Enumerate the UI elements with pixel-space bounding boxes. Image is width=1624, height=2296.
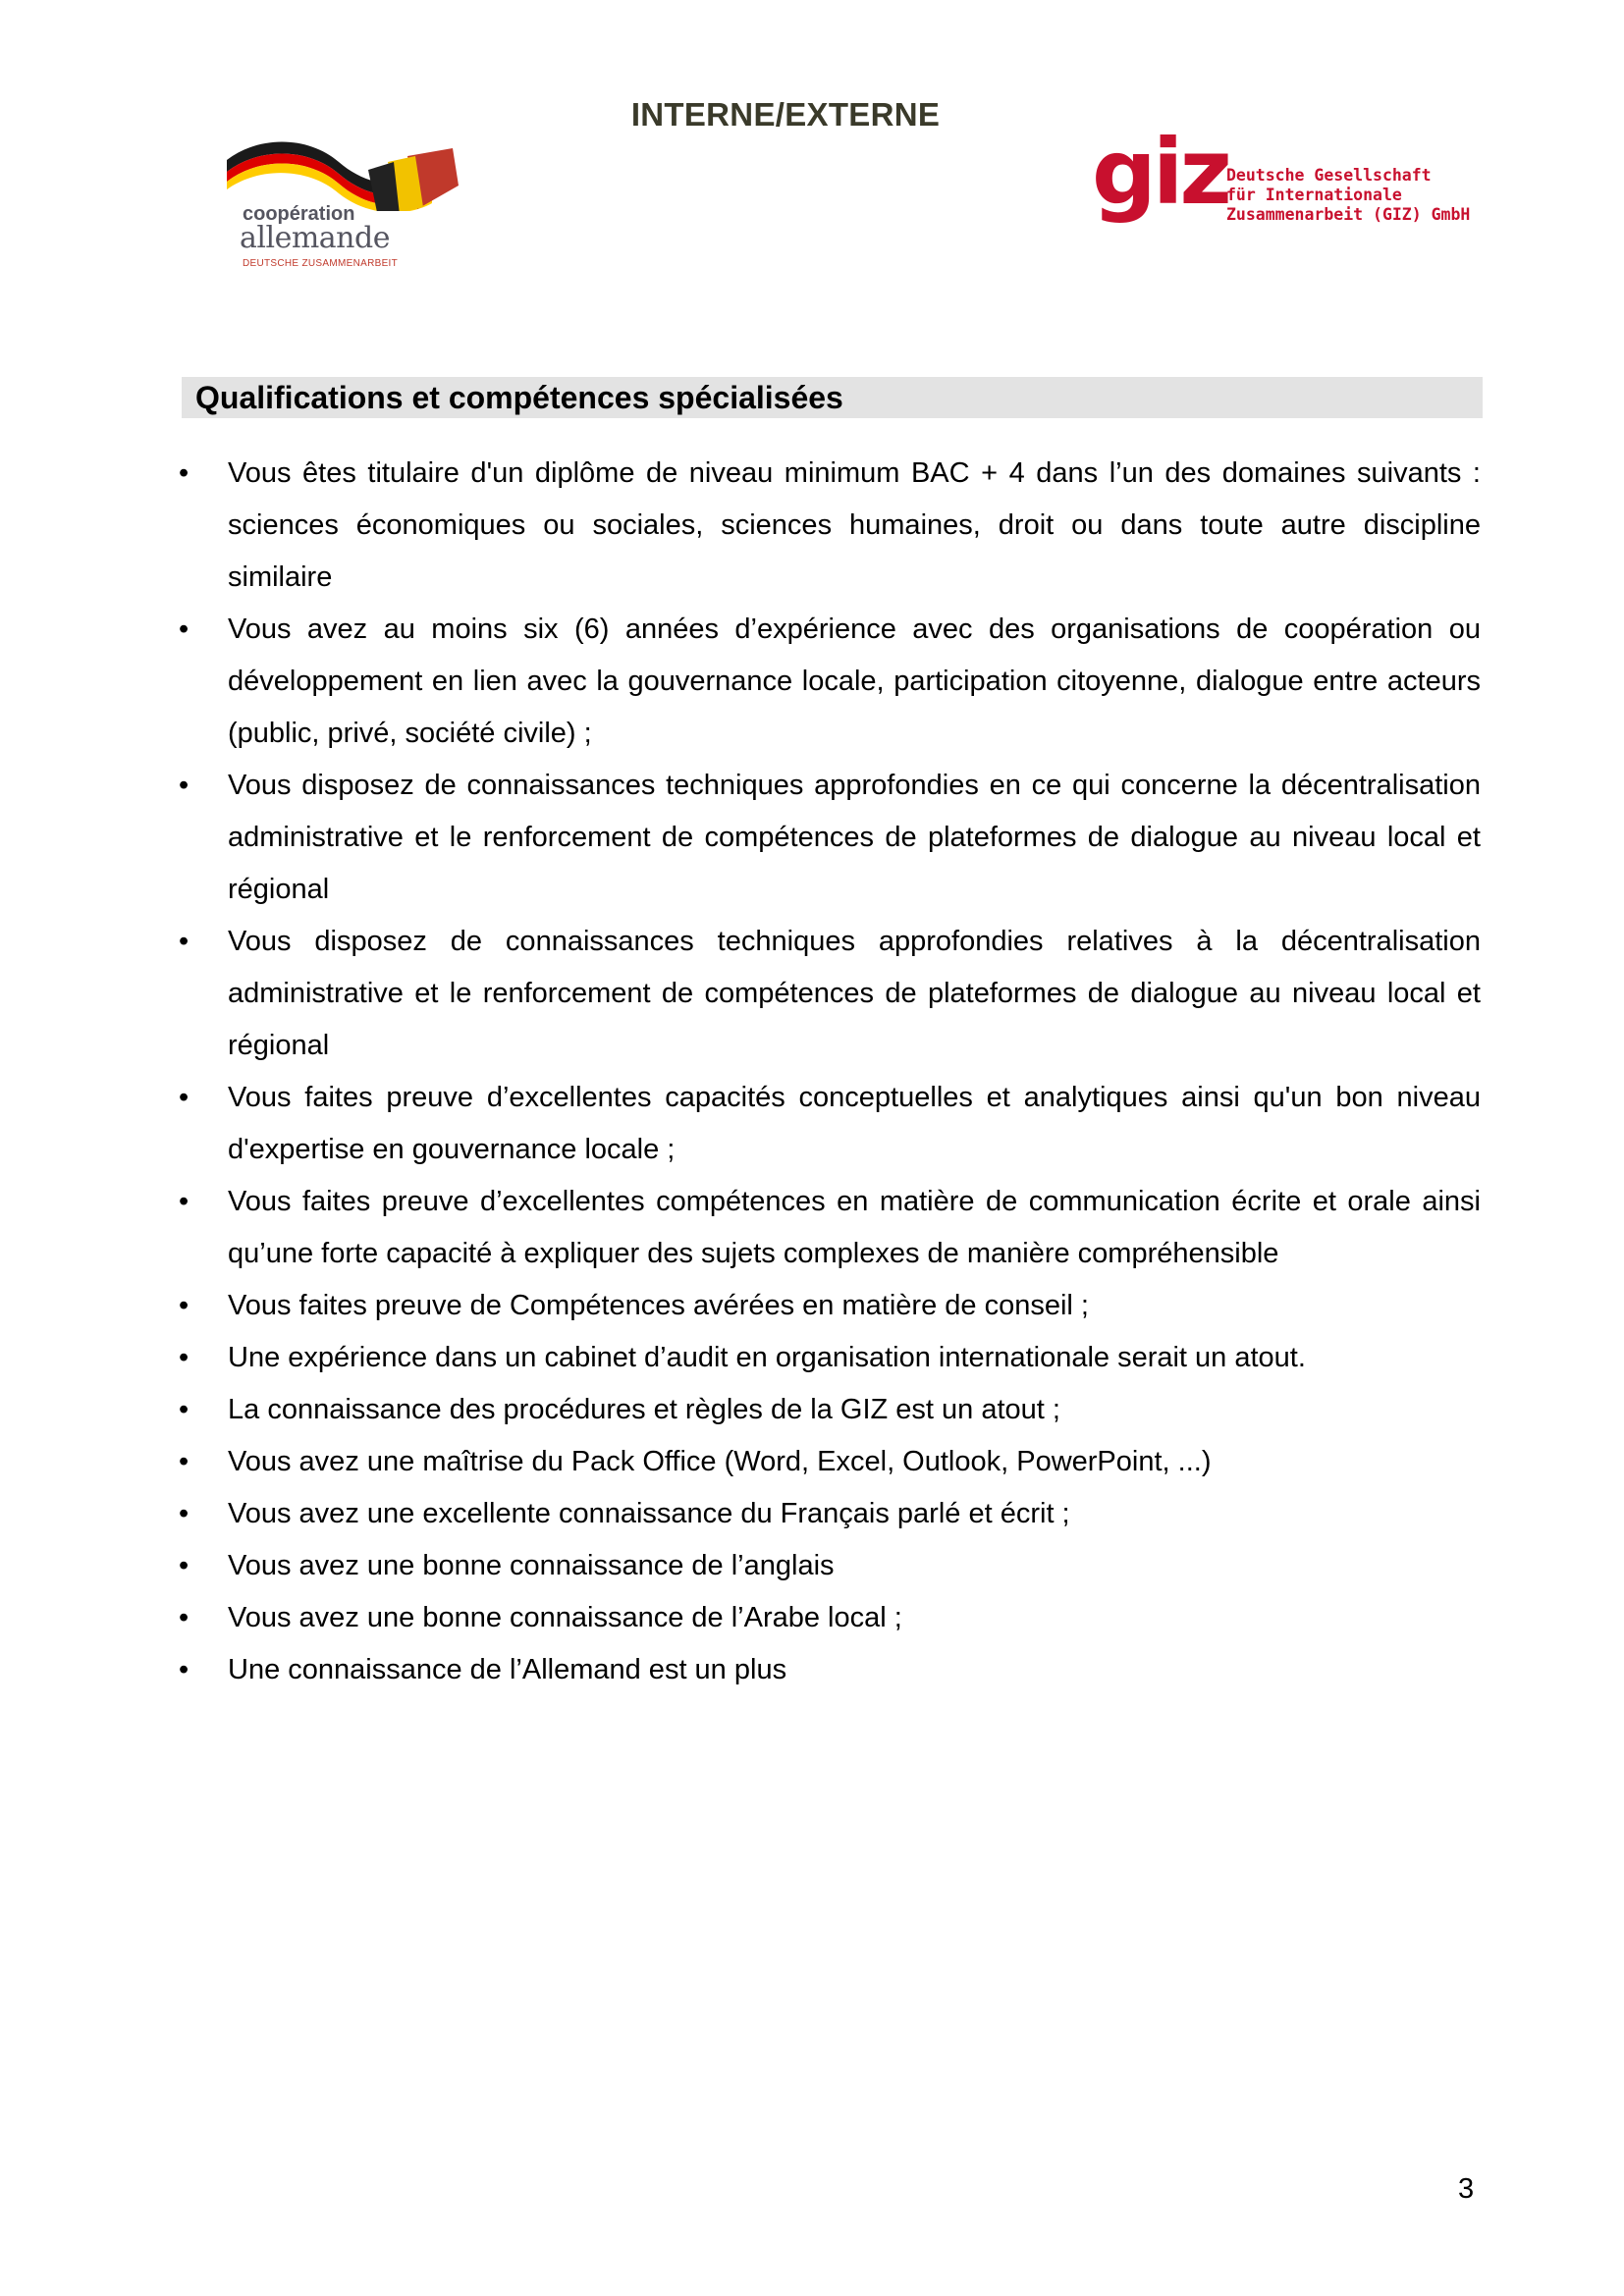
logo-line-allemande: allemande — [240, 221, 390, 255]
list-item: • Vous avez une bonne connaissance de l’Arabe local ; — [0, 1592, 1481, 1644]
list-item: • Vous avez une excellente connaissance du Français parlé et écrit ; — [0, 1488, 1481, 1540]
classification-label: INTERNE/EXTERNE — [630, 96, 941, 133]
list-item: • Vous disposez de connaissances techniques approfondies relatives à la décentralisation administrative et le renforcement de compétences de plateformes de dialogue au niveau local et régional — [0, 916, 1481, 1072]
bullet: • — [179, 1342, 189, 1373]
list-item: • Vous disposez de connaissances techniques approfondies en ce qui concerne la décentralisation administrative et le renforcement de compétences de plateformes de dialogue au niveau local et régional — [0, 760, 1481, 916]
page-number: 3 — [1458, 2173, 1475, 2205]
list-item: • Vous avez au moins six (6) années d’expérience avec des organisations de coopération ou développement en lien avec la gouvernance locale, participation citoyenne, dialogue entre acteurs (public, privé, société civile) ; — [0, 604, 1481, 760]
logo-line-cooperation: coopération — [243, 203, 355, 225]
bullet: • — [179, 614, 189, 645]
bullet: • — [179, 1654, 189, 1685]
list-item: • Vous faites preuve d’excellentes compétences en matière de communication écrite et orale ainsi qu’une forte capacité à expliquer des sujets complexes de manière compréhensible — [0, 1176, 1481, 1280]
list-item: • Vous avez une bonne connaissance de l’anglais — [0, 1540, 1481, 1592]
cooperation-allemande-logo — [221, 133, 471, 280]
giz-name-line-3: Zusammenarbeit (GIZ) GmbH — [1226, 205, 1471, 224]
giz-full-name — [1226, 166, 1470, 225]
flag-ribbon-icon — [221, 133, 461, 211]
bullet: • — [179, 1446, 189, 1477]
bullet: • — [179, 1394, 189, 1425]
section-title: Qualifications et compétences spécialisées — [195, 380, 843, 415]
list-item: • Vous êtes titulaire d'un diplôme de niveau minimum BAC + 4 dans l’un des domaines suivants : sciences économiques ou sociales, sciences humaines, droit ou dans toute autre discipline similaire — [0, 448, 1481, 604]
bullet: • — [179, 1498, 189, 1529]
giz-name-line-2: für Internationale — [1226, 186, 1402, 204]
giz-wordmark: giz — [1092, 120, 1228, 225]
section-heading-bar — [182, 377, 1483, 418]
bullet: • — [179, 1290, 189, 1321]
list-item: • Vous avez une maîtrise du Pack Office (Word, Excel, Outlook, PowerPoint, ...) — [0, 1436, 1481, 1488]
list-item: • Une connaissance de l’Allemand est un plus — [0, 1644, 1481, 1696]
bullet: • — [179, 457, 189, 489]
list-item: • Vous faites preuve de Compétences avérées en matière de conseil ; — [0, 1280, 1481, 1332]
logo-line-deutsche-zusammenarbeit: DEUTSCHE ZUSAMMENARBEIT — [243, 258, 399, 269]
giz-logo — [1092, 120, 1485, 255]
qualifications-list — [0, 448, 1624, 1696]
bullet: • — [179, 770, 189, 801]
bullet: • — [179, 1550, 189, 1581]
list-item: • Une expérience dans un cabinet d’audit en organisation internationale serait un atout. — [0, 1332, 1481, 1384]
bullet: • — [179, 1082, 189, 1113]
giz-name-line-1: Deutsche Gesellschaft — [1226, 166, 1432, 185]
bullet: • — [179, 1602, 189, 1633]
list-item: • Vous faites preuve d’excellentes capacités conceptuelles et analytiques ainsi qu'un bon niveau d'expertise en gouvernance locale ; — [0, 1072, 1481, 1176]
bullet: • — [179, 926, 189, 957]
list-item: • La connaissance des procédures et règles de la GIZ est un atout ; — [0, 1384, 1481, 1436]
bullet: • — [179, 1186, 189, 1217]
